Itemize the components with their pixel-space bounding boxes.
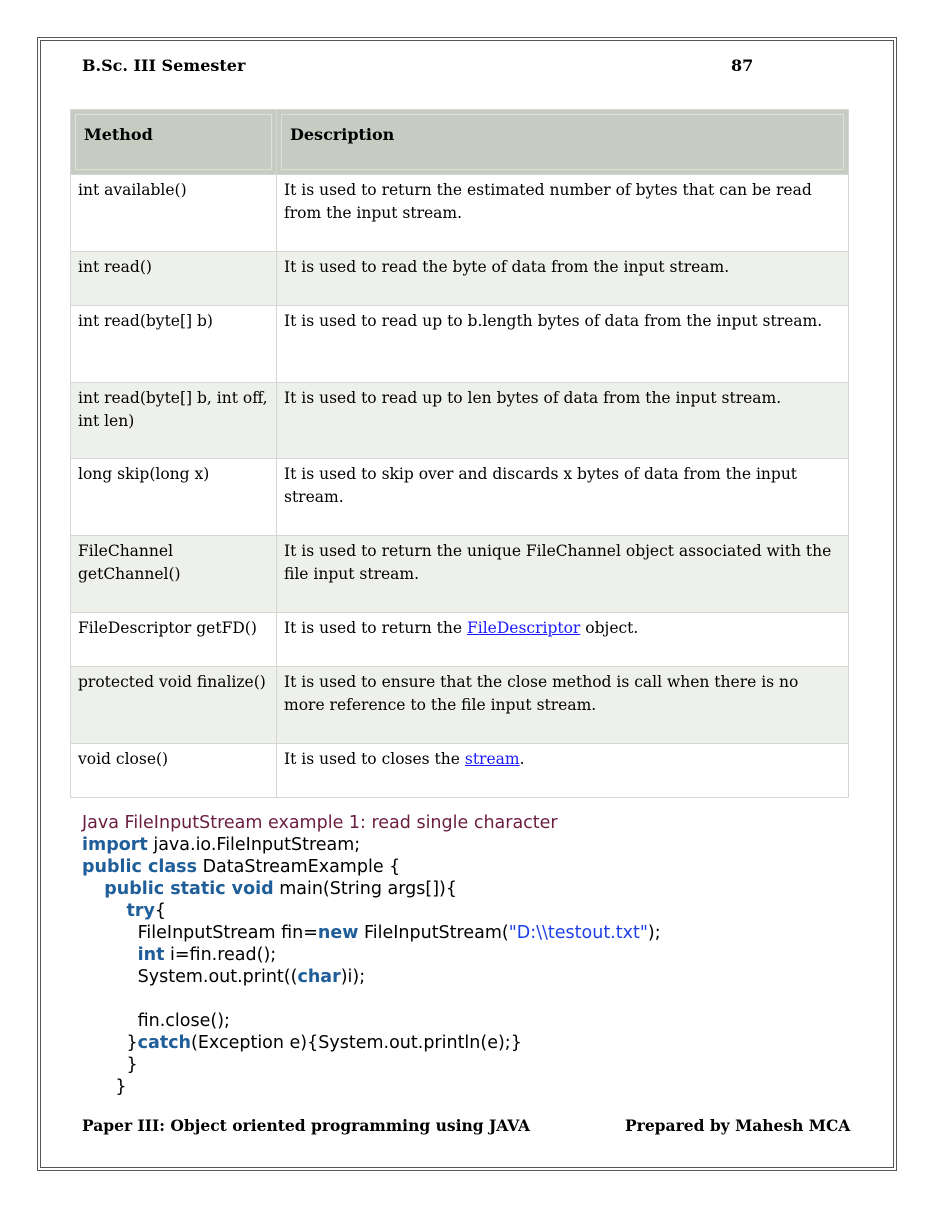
code-line: } [82, 1077, 127, 1097]
filedescriptor-link[interactable]: FileDescriptor [467, 619, 581, 637]
header-description: Description [277, 110, 849, 175]
page-number: 87 [731, 56, 754, 75]
code-line: public class DataStreamExample { [82, 857, 401, 877]
table-row [71, 175, 849, 252]
table-row [71, 252, 849, 306]
method-cell: int read(byte[] b) [71, 306, 277, 383]
table-row [71, 744, 849, 798]
description-cell: It is used to read the byte of data from the input stream. [277, 252, 849, 306]
method-cell: int read() [71, 252, 277, 306]
code-line: public static void main(String args[]){ [104, 879, 457, 899]
code-line: } [82, 1055, 138, 1075]
code-line [82, 988, 661, 1010]
description-cell: It is used to read up to b.length bytes of data from the input stream. [277, 306, 849, 383]
method-cell: FileChannel getChannel() [71, 536, 277, 613]
example-title: Java FileInputStream example 1: read single character [82, 813, 558, 833]
method-cell: void close() [71, 744, 277, 798]
method-cell: long skip(long x) [71, 459, 277, 536]
method-cell: int available() [71, 175, 277, 252]
description-cell: It is used to return the estimated number of bytes that can be read from the input stream. [277, 175, 849, 252]
table-row [71, 667, 849, 744]
header-method: Method [71, 110, 277, 175]
stream-link[interactable]: stream [464, 750, 520, 768]
footer-paper: Paper III: Object oriented programming using JAVA [82, 1116, 531, 1135]
table-row [71, 459, 849, 536]
method-cell: int read(byte[] b, int off, int len) [71, 383, 277, 459]
description-cell: It is used to skip over and discards x bytes of data from the input stream. [277, 459, 849, 536]
description-cell: It is used to closes the stream. [277, 744, 849, 798]
footer-author: Prepared by Mahesh MCA [625, 1116, 851, 1135]
table-row [71, 613, 849, 667]
description-cell: It is used to return the FileDescriptor object. [277, 613, 849, 667]
code-line: try{ [126, 901, 167, 921]
code-line: System.out.print((char)i); [82, 967, 366, 987]
methods-table [70, 109, 849, 798]
method-cell: FileDescriptor getFD() [71, 613, 277, 667]
description-cell: It is used to return the unique FileChannel object associated with the file input stream. [277, 536, 849, 613]
code-line: import java.io.FileInputStream; [82, 835, 361, 855]
description-cell: It is used to read up to len bytes of data from the input stream. [277, 383, 849, 459]
code-line: fin.close(); [82, 1011, 230, 1031]
code-line: FileInputStream fin=new FileInputStream("D:\\testout.txt"); [82, 923, 661, 943]
table-row [71, 306, 849, 383]
table-row [71, 536, 849, 613]
table-row [71, 383, 849, 459]
code-line: }catch(Exception e){System.out.println(e);} [82, 1033, 522, 1053]
table-header-row [71, 110, 849, 175]
code-example [82, 812, 661, 1098]
method-cell: protected void finalize() [71, 667, 277, 744]
description-cell: It is used to ensure that the close method is call when there is no more reference to the file input stream. [277, 667, 849, 744]
header-semester: B.Sc. III Semester [82, 56, 246, 75]
code-line: int i=fin.read(); [137, 945, 277, 965]
